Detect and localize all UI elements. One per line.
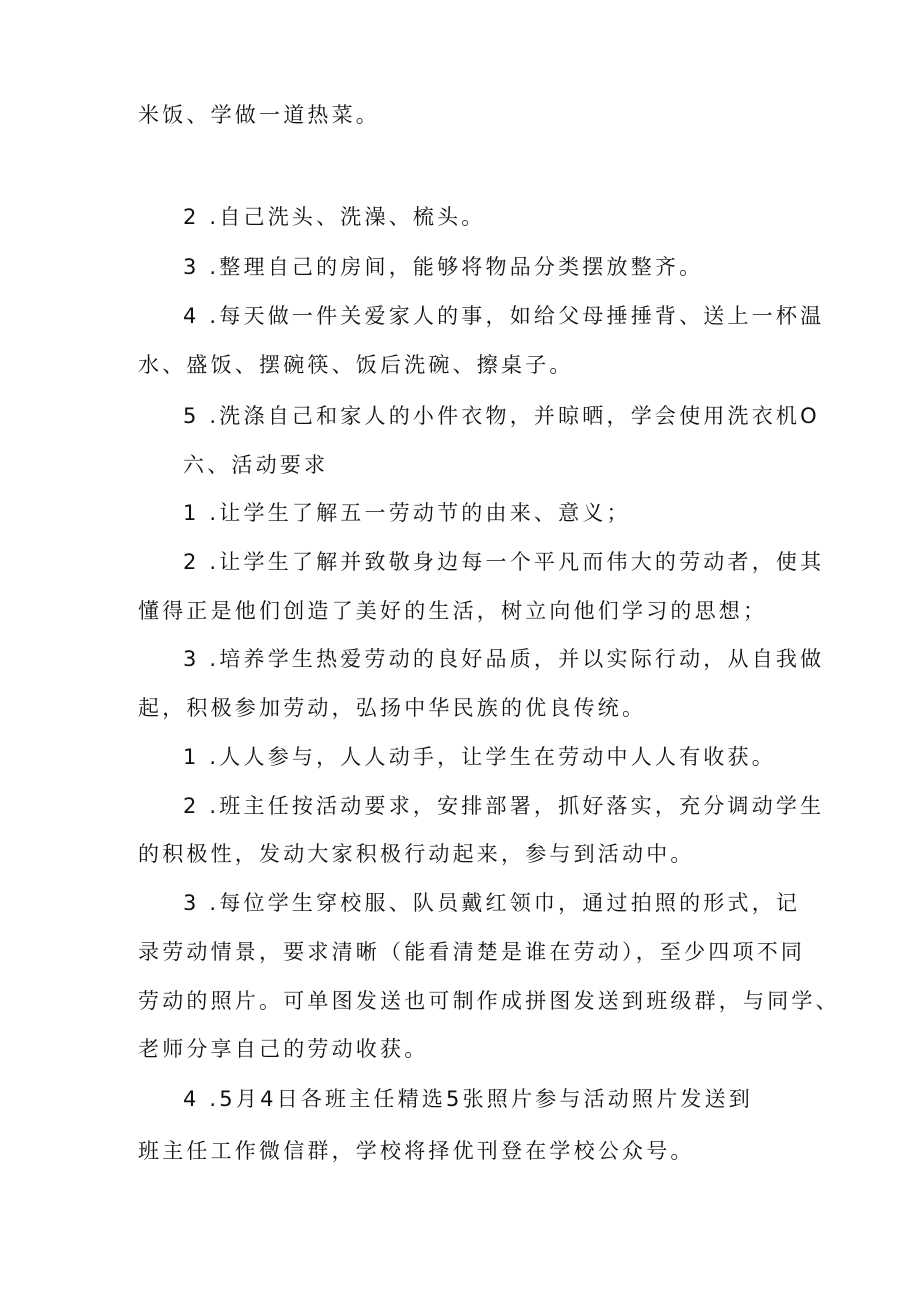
- text-line-req-1: 1 .让学生了解五一劳动节的由来、意义；: [183, 501, 631, 525]
- text-line-item-2: 2 .自己洗头、洗澡、梳头。: [183, 205, 486, 229]
- text-line-req-2-cont: 懂得正是他们创造了美好的生活，树立向他们学习的思想；: [138, 599, 768, 623]
- text-line-item-4-cont: 水、盛饭、摆碗筷、饭后洗碗、擦桌子。: [138, 353, 574, 377]
- text-line-step-3-cont2: 劳动的照片。可单图发送也可制作成拼图发送到班级群，与同学、: [138, 989, 840, 1013]
- text-line-req-3: 3 .培养学生热爱劳动的良好品质，并以实际行动，从自我做: [183, 647, 825, 671]
- text-line-item-4: 4 .每天做一件关爱家人的事，如给父母捶捶背、送上一杯温: [183, 304, 825, 328]
- text-line-step-3-cont3: 老师分享自己的劳动收获。: [138, 1037, 429, 1061]
- text-line-req-3-cont: 起，积极参加劳动，弘扬中华民族的优良传统。: [138, 696, 647, 720]
- text-line-step-4: 4 .5月4日各班主任精选5张照片参与活动照片发送到: [183, 1087, 753, 1111]
- text-line-step-4-cont: 班主任工作微信群，学校将择优刊登在学校公众号。: [138, 1139, 695, 1163]
- text-line-step-3-cont1: 录劳动情景，要求清晰（能看清楚是谁在劳动），至少四项不同: [138, 940, 806, 964]
- text-line-item-3: 3 .整理自己的房间，能够将物品分类摆放整齐。: [183, 255, 704, 279]
- text-line-req-2: 2 .让学生了解并致敬身边每一个平凡而伟大的劳动者，使其: [183, 550, 825, 574]
- section-heading: 六、活动要求: [183, 453, 329, 477]
- text-line-step-2: 2 .班主任按活动要求，安排部署，抓好落实，充分调动学生: [183, 794, 825, 818]
- text-line-step-3: 3 .每位学生穿校服、队员戴红领巾，通过拍照的形式，记: [183, 891, 801, 915]
- text-line-continuation: 米饭、学做一道热菜。: [138, 103, 380, 127]
- text-line-step-2-cont: 的积极性，发动大家积极行动起来，参与到活动中。: [138, 842, 695, 866]
- text-line-step-1: 1 .人人参与，人人动手，让学生在劳动中人人有收获。: [183, 745, 776, 769]
- text-line-item-5: 5 .洗涤自己和家人的小件衣物，并晾晒，学会使用洗衣机O: [183, 404, 820, 428]
